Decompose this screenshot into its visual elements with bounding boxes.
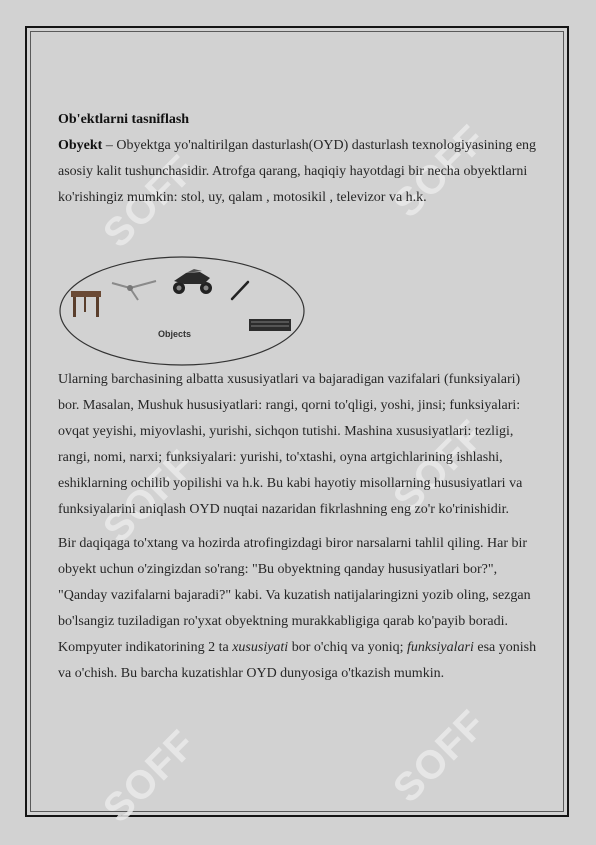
paragraph-exercise-part3: esa yonish va o'chish. Bu barcha kuzatishlar OYD dunyosiga o'tkazish mumkin. — [58, 640, 537, 681]
objects-diagram — [58, 255, 308, 367]
ceiling-fan-icon — [112, 281, 156, 300]
table-icon — [71, 291, 101, 317]
term-obyekt: Obyekt — [58, 138, 103, 153]
paragraph-exercise — [58, 531, 538, 687]
document-body — [58, 107, 538, 687]
watermark-logo: SOFF — [385, 411, 495, 522]
paragraph-exercise-part1: Bir daqiqaga to'xtang va hozirda atrofingizdagi biror narsalarni tahlil qiling. Har bir obyekt uchun o'zingizdan so'rang: "Bu obyektning qanday hususiyatlari bor?", "Qanday vazifalarni bajaradi?" kabi. Va kuzatish natijalaringizni yozib oling, sezgan bo'lsangiz tuziladigan ro'yxat obyektning murakkabligiga qarab ko'payib boradi. Kompyuter indikatorining 2 ta — [58, 536, 531, 655]
paragraph-exercise-part2: bor o'chiq va yoniq; — [288, 640, 407, 655]
intro-text: – Obyektga yo'naltirilgan dasturlash(OYD) dasturlash texnologiyasining eng asosiy kalit tushunchasidir. Atrofga qarang, haqiqiy hayotdagi bir necha obyektlarni ko'rishingiz mumkin: stol, uy, qalam , motosikil , televizor va h.k. — [58, 138, 537, 205]
intro-paragraph — [58, 133, 538, 211]
objects-label: Objects — [158, 329, 192, 339]
watermark-logo: SOFF — [385, 116, 495, 227]
paragraph-properties: Ularning barchasining albatta xususiyatlari va bajaradigan vazifalari (funksiyalari) bor. Masalan, Mushuk hususiyatlari: rangi, qorni to'qligi, yoshi, jinsi; funksiyalari: ovqat yeyishi, miyovlashi, yurishi, sichqon tutishi. Mashina xususiyatlari: tezligi, rangi, nomi, narxi; funksiyalari: yurishi, to'xtashi, oyna artgichlarining ishlashi, eshiklarning ochilib yopilishi va h.k. Bu kabi hayotiy misollarning hususiyatlari va funksiyalarini aniqlash OYD nuqtai nazaridan fikrlashning eng zo'r ko'rinishidir. — [58, 372, 523, 517]
section-title: Ob'ektlarni tasniflash — [58, 112, 190, 127]
watermark-logo: SOFF — [95, 721, 205, 832]
italic-funksiyalari: funksiyalari — [406, 640, 474, 655]
pen-icon — [232, 282, 248, 299]
watermark-logo: SOFF — [95, 146, 205, 257]
watermark-logo: SOFF — [385, 701, 495, 812]
italic-xususiyati: xususiyati — [232, 640, 289, 655]
watermark-logo: SOFF — [95, 441, 205, 552]
motorcycle-icon — [173, 269, 212, 294]
objects-ellipse-figure — [58, 255, 308, 367]
keyboard-icon — [249, 319, 291, 331]
